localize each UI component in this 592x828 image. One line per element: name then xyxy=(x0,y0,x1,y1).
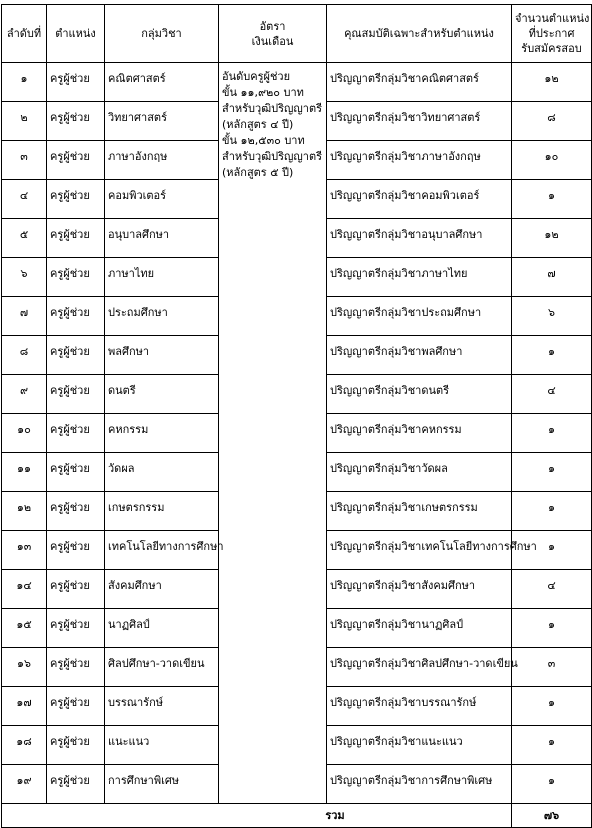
row-subject: พลศึกษา xyxy=(105,336,219,375)
row-position: ครูผู้ช่วย xyxy=(47,375,105,414)
row-subject: เทคโนโลยีทางการศึกษา xyxy=(105,531,219,570)
row-qualification: ปริญญาตรีกลุ่มวิชาวิทยาศาสตร์ xyxy=(327,102,512,141)
row-subject: วิทยาศาสตร์ xyxy=(105,102,219,141)
row-count: ๑ xyxy=(512,453,592,492)
row-position: ครูผู้ช่วย xyxy=(47,648,105,687)
row-subject: คอมพิวเตอร์ xyxy=(105,180,219,219)
row-no: ๑๑ xyxy=(2,453,47,492)
salary-line: สำหรับวุฒิปริญญาตรี xyxy=(222,102,323,115)
row-qualification: ปริญญาตรีกลุ่มวิชาพลศึกษา xyxy=(327,336,512,375)
row-subject: สังคมศึกษา xyxy=(105,570,219,609)
row-count: ๑ xyxy=(512,180,592,219)
row-count: ๑๐ xyxy=(512,141,592,180)
row-no: ๔ xyxy=(2,180,47,219)
row-count: ๑ xyxy=(512,765,592,804)
salary-line: ขั้น ๑๑,๙๒๐ บาท xyxy=(222,86,304,99)
row-no: ๑๓ xyxy=(2,531,47,570)
salary-line: อันดับครูผู้ช่วย xyxy=(222,70,291,83)
header-count-line: รับสมัครสอบ xyxy=(521,42,582,55)
row-subject: อนุบาลศึกษา xyxy=(105,219,219,258)
row-position: ครูผู้ช่วย xyxy=(47,765,105,804)
row-qualification: ปริญญาตรีกลุ่มวิชาสังคมศึกษา xyxy=(327,570,512,609)
row-count: ๔ xyxy=(512,570,592,609)
row-position: ครูผู้ช่วย xyxy=(47,453,105,492)
row-no: ๓ xyxy=(2,141,47,180)
positions-table xyxy=(1,4,592,828)
row-position: ครูผู้ช่วย xyxy=(47,726,105,765)
row-count: ๓ xyxy=(512,648,592,687)
row-no: ๑๐ xyxy=(2,414,47,453)
salary-cell xyxy=(219,63,327,804)
row-qualification: ปริญญาตรีกลุ่มวิชาวัดผล xyxy=(327,453,512,492)
salary-line: ขั้น ๑๒,๕๓๐ บาท xyxy=(222,134,305,147)
header-count xyxy=(512,5,592,63)
header-no: ลำดับที่ xyxy=(2,5,47,63)
header-salary-line: เงินเดือน xyxy=(251,34,294,48)
row-subject: วัดผล xyxy=(105,453,219,492)
row-position: ครูผู้ช่วย xyxy=(47,258,105,297)
row-no: ๑๕ xyxy=(2,609,47,648)
table-row xyxy=(2,63,592,102)
row-count: ๘ xyxy=(512,102,592,141)
row-position: ครูผู้ช่วย xyxy=(47,531,105,570)
row-position: ครูผู้ช่วย xyxy=(47,609,105,648)
row-subject: ภาษาอังกฤษ xyxy=(105,141,219,180)
row-count: ๑ xyxy=(512,492,592,531)
salary-line: สำหรับวุฒิปริญญาตรี xyxy=(222,150,323,163)
row-qualification: ปริญญาตรีกลุ่มวิชาเทคโนโลยีทางการศึกษา xyxy=(327,531,512,570)
row-position: ครูผู้ช่วย xyxy=(47,102,105,141)
row-position: ครูผู้ช่วย xyxy=(47,336,105,375)
header-count-line: จำนวนตำแหน่ง xyxy=(515,12,590,25)
row-qualification: ปริญญาตรีกลุ่มวิชาดนตรี xyxy=(327,375,512,414)
row-qualification: ปริญญาตรีกลุ่มวิชาบรรณารักษ์ xyxy=(327,687,512,726)
row-no: ๖ xyxy=(2,258,47,297)
row-position: ครูผู้ช่วย xyxy=(47,414,105,453)
row-position: ครูผู้ช่วย xyxy=(47,687,105,726)
header-salary xyxy=(219,5,327,63)
row-subject: คหกรรม xyxy=(105,414,219,453)
row-count: ๔ xyxy=(512,375,592,414)
row-subject: ดนตรี xyxy=(105,375,219,414)
row-subject: ประถมศึกษา xyxy=(105,297,219,336)
row-no: ๑๙ xyxy=(2,765,47,804)
row-no: ๑๘ xyxy=(2,726,47,765)
row-count: ๑ xyxy=(512,609,592,648)
total-label: รวม xyxy=(2,804,512,828)
row-count: ๑๒ xyxy=(512,63,592,102)
row-count: ๑ xyxy=(512,687,592,726)
row-position: ครูผู้ช่วย xyxy=(47,219,105,258)
salary-line: (หลักสูตร ๔ ปี) xyxy=(222,118,294,131)
row-qualification: ปริญญาตรีกลุ่มวิชาคณิตศาสตร์ xyxy=(327,63,512,102)
row-position: ครูผู้ช่วย xyxy=(47,180,105,219)
row-qualification: ปริญญาตรีกลุ่มวิชาประถมศึกษา xyxy=(327,297,512,336)
row-count: ๗ xyxy=(512,258,592,297)
row-count: ๑๒ xyxy=(512,219,592,258)
row-no: ๙ xyxy=(2,375,47,414)
row-qualification: ปริญญาตรีกลุ่มวิชาคหกรรม xyxy=(327,414,512,453)
row-position: ครูผู้ช่วย xyxy=(47,570,105,609)
row-qualification: ปริญญาตรีกลุ่มวิชาภาษาไทย xyxy=(327,258,512,297)
header-position: ตำแหน่ง xyxy=(47,5,105,63)
row-no: ๘ xyxy=(2,336,47,375)
row-subject: แนะแนว xyxy=(105,726,219,765)
row-subject: เกษตรกรรม xyxy=(105,492,219,531)
table-body xyxy=(2,63,592,828)
row-qualification: ปริญญาตรีกลุ่มวิชาการศึกษาพิเศษ xyxy=(327,765,512,804)
row-qualification: ปริญญาตรีกลุ่มวิชานาฏศิลป์ xyxy=(327,609,512,648)
row-subject: นาฏศิลป์ xyxy=(105,609,219,648)
row-no: ๕ xyxy=(2,219,47,258)
row-qualification: ปริญญาตรีกลุ่มวิชาแนะแนว xyxy=(327,726,512,765)
row-subject: คณิตศาสตร์ xyxy=(105,63,219,102)
row-count: ๑ xyxy=(512,336,592,375)
row-no: ๒ xyxy=(2,102,47,141)
row-position: ครูผู้ช่วย xyxy=(47,492,105,531)
row-qualification: ปริญญาตรีกลุ่มวิชาภาษาอังกฤษ xyxy=(327,141,512,180)
header-count-line: ที่ประกาศ xyxy=(528,27,575,40)
row-no: ๑ xyxy=(2,63,47,102)
row-count: ๑ xyxy=(512,414,592,453)
row-no: ๑๒ xyxy=(2,492,47,531)
row-qualification: ปริญญาตรีกลุ่มวิชาศิลปศึกษา-วาดเขียน xyxy=(327,648,512,687)
total-value: ๗๖ xyxy=(512,804,592,828)
salary-line: (หลักสูตร ๕ ปี) xyxy=(222,166,294,179)
row-count: ๖ xyxy=(512,297,592,336)
header-row xyxy=(2,5,592,63)
header-salary-line: อัตรา xyxy=(259,19,286,33)
header-qualification: คุณสมบัติเฉพาะสำหรับตำแหน่ง xyxy=(327,5,512,63)
row-subject: ศิลปศึกษา-วาดเขียน xyxy=(105,648,219,687)
row-subject: ภาษาไทย xyxy=(105,258,219,297)
row-count: ๑ xyxy=(512,531,592,570)
row-position: ครูผู้ช่วย xyxy=(47,141,105,180)
row-subject: บรรณารักษ์ xyxy=(105,687,219,726)
row-count: ๑ xyxy=(512,726,592,765)
row-no: ๑๔ xyxy=(2,570,47,609)
row-qualification: ปริญญาตรีกลุ่มวิชาคอมพิวเตอร์ xyxy=(327,180,512,219)
total-row xyxy=(2,804,592,828)
row-no: ๗ xyxy=(2,297,47,336)
row-no: ๑๗ xyxy=(2,687,47,726)
row-qualification: ปริญญาตรีกลุ่มวิชาเกษตรกรรม xyxy=(327,492,512,531)
header-subject: กลุ่มวิชา xyxy=(105,5,219,63)
row-position: ครูผู้ช่วย xyxy=(47,63,105,102)
row-subject: การศึกษาพิเศษ xyxy=(105,765,219,804)
row-qualification: ปริญญาตรีกลุ่มวิชาอนุบาลศึกษา xyxy=(327,219,512,258)
row-no: ๑๖ xyxy=(2,648,47,687)
row-position: ครูผู้ช่วย xyxy=(47,297,105,336)
